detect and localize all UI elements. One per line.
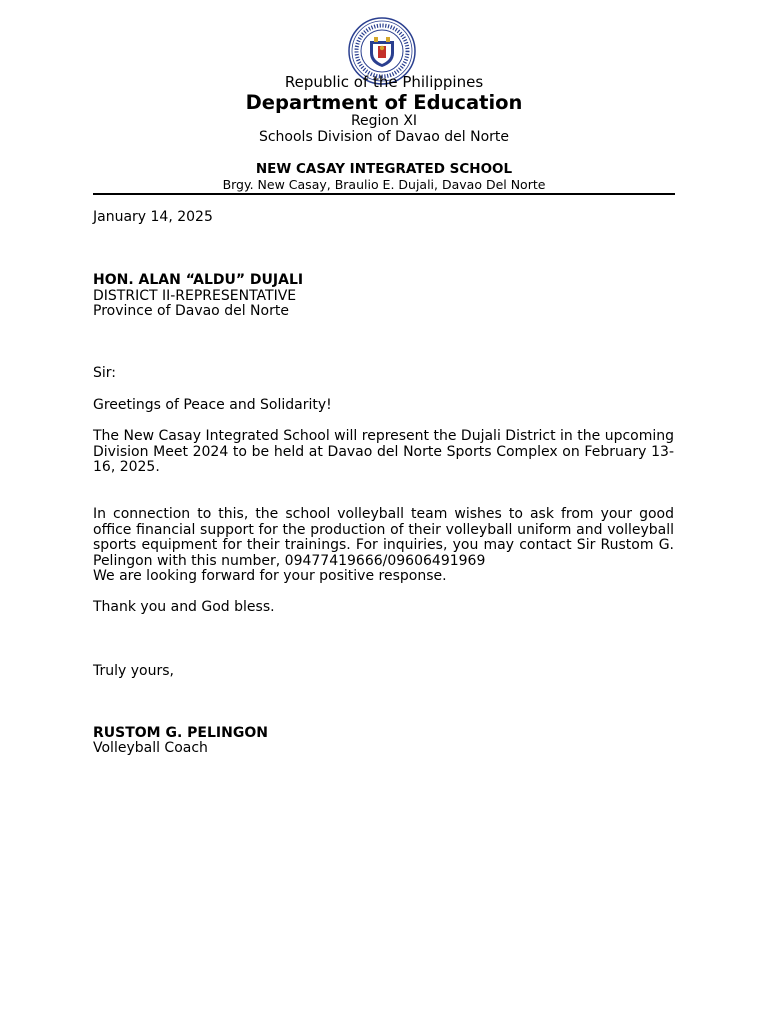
thanks-line: Thank you and God bless. [93,599,275,615]
recipient-location: Province of Davao del Norte [93,303,289,319]
body-paragraph-3: We are looking forward for your positive response. [93,568,447,584]
letterhead-school-name: NEW CASAY INTEGRATED SCHOOL [255,161,513,177]
body-paragraph-2: In connection to this, the school volleyball team wishes to ask from your good office financial support for the production of their volleyball uniform and volleyball sports equipment for their trainings. For inquiries, you may contact Sir Rustom G. Pelingon with this number, 09477419666/09606491969 [93,506,674,569]
recipient-name: HON. ALAN “ALDU” DUJALI [93,272,304,288]
greeting: Greetings of Peace and Solidarity! [93,397,332,413]
closing: Truly yours, [93,663,174,679]
body-paragraph-1: The New Casay Integrated School will represent the Dujali District in the upcoming Division Meet 2024 to be held at Davao del Norte Sports Complex on February 13-16, 2025. [93,428,674,475]
letterhead-department: Department of Education [245,91,523,114]
letterhead-region: Region XI [350,113,418,129]
letterhead-divider [93,193,675,195]
signatory-name: RUSTOM G. PELINGON [93,725,268,741]
letter-date: January 14, 2025 [93,209,213,225]
recipient-title: DISTRICT II-REPRESENTATIVE [93,288,297,304]
letterhead-division: Schools Division of Davao del Norte [258,129,510,145]
letterhead-republic: Republic of the Philippines [284,73,484,91]
letterhead-school-address: Brgy. New Casay, Braulio E. Dujali, Davao Del Norte [222,177,546,192]
signatory-position: Volleyball Coach [93,740,208,756]
salutation: Sir: [93,365,117,381]
